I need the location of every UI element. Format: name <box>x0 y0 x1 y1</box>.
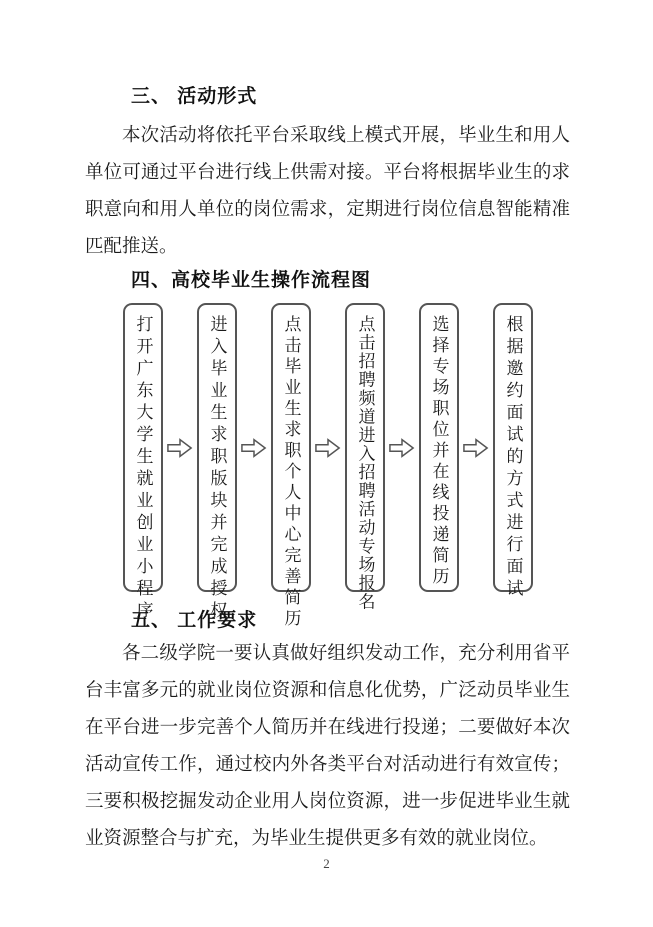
flow-step-box-1 <box>123 303 163 623</box>
flow-step-text: 选择专场职位并在线投递简历 <box>429 315 449 588</box>
right-arrow-icon <box>241 436 267 460</box>
flow-step-box-6 <box>493 303 533 601</box>
flow-step-text: 点击招聘频道进入招聘活动专场报名 <box>355 315 375 611</box>
right-arrow-icon <box>463 436 489 460</box>
right-arrow-icon <box>389 436 415 460</box>
flow-step-text: 点击毕业生求职个人中心完善简历 <box>281 315 301 630</box>
flow-step-text: 进入毕业生求职版块并完成授权 <box>207 315 227 623</box>
right-arrow-icon <box>315 436 341 460</box>
flow-step-box-3 <box>271 303 311 630</box>
flow-step-text: 根据邀约面试的方式进行面试 <box>503 315 523 601</box>
flow-step-box-5 <box>419 303 459 592</box>
paragraph-activity-format: 本次活动将依托平台采取线上模式开展，毕业生和用人单位可通过平台进行线上供需对接。平台将根据毕业生的求职意向和用人单位的岗位需求，定期进行岗位信息智能精准匹配推送。 <box>85 126 570 257</box>
section-heading-flowchart: 四、高校毕业生操作流程图 <box>131 270 372 291</box>
flow-step-text: 打开广东大学生就业创业小程序 <box>133 315 153 623</box>
section-heading-work-requirements: 五、 工作要求 <box>131 610 258 631</box>
section-heading-activity-format: 三、 活动形式 <box>131 86 258 107</box>
flow-step-box-4 <box>345 303 385 611</box>
page-number: 2 <box>323 856 330 871</box>
paragraph-work-requirements: 各二级学院一要认真做好组织发动工作，充分利用省平台丰富多元的就业岗位资源和信息化优势，广泛动员毕业生在平台进一步完善个人简历并在线进行投递；二要做好本次活动宣传工作，通过校内外各类平台对活动进行有效宣传；三要积极挖掘发动企业用人岗位资源，进一步促进毕业生就业资源整合与扩充，为毕业生提供更多有效的就业岗位。 <box>85 644 570 849</box>
flow-step-box-2 <box>197 303 237 623</box>
right-arrow-icon <box>167 436 193 460</box>
